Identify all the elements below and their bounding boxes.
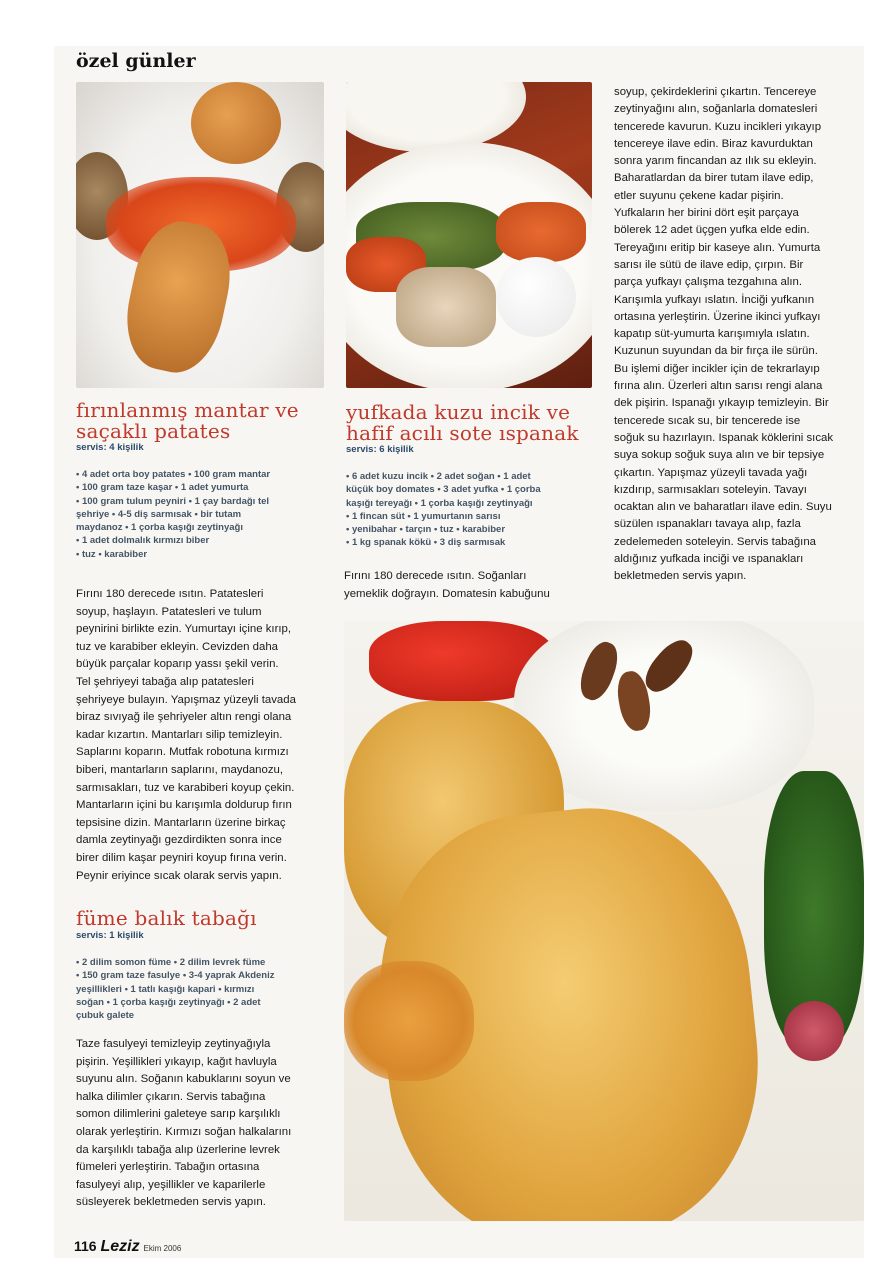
text-line: Taze fasulyeyi temizleyip zeytinyağıyla xyxy=(76,1038,271,1050)
text-line: biraz sıvıyağ ile şehriyeler altın rengi olana xyxy=(76,711,292,724)
text-line: süsleyerek bekletmeden servis yapın. xyxy=(76,1196,266,1209)
page-number: 116 xyxy=(74,1238,97,1254)
text-line: suyunu alın. Soğanın kabuklarını soyun ve xyxy=(76,1073,291,1086)
ingredient-line: soğan • 1 çorba kaşığı zeytinyağı • 2 adet xyxy=(76,996,261,1008)
text-line: soğuk su hazırlayın. Ispanak köklerini sıcak xyxy=(614,431,834,444)
lamb-shank-closeup-photo xyxy=(344,621,864,1221)
text-line: yemeklik doğrayın. Domatesin kabuğunu xyxy=(344,587,550,600)
recipe-title-smoked-fish xyxy=(76,908,257,929)
ingredient-line: • yenibahar • tarçın • tuz • karabiber xyxy=(346,524,506,536)
ingredient-line: maydanoz • 1 çorba kaşığı zeytinyağı xyxy=(76,522,243,534)
text-line: Bu işlemi diğer incikler için de tekrarlayıp xyxy=(614,362,820,375)
serving-size: servis: 6 kişilik xyxy=(346,444,414,455)
recipe-instructions xyxy=(344,568,594,603)
section-title: özel günler xyxy=(76,50,196,72)
text-line: pişirin. Yeşillikleri yıkayıp, kağıt havluyla xyxy=(76,1055,277,1068)
text-line: kızdırıp, sarmısakları soteleyin. Tavayı xyxy=(614,483,807,496)
serving-size: servis: 4 kişilik xyxy=(76,442,144,453)
text-line: sarısı ile sütü de ilave edip, çırpın. Bir xyxy=(614,258,804,271)
text-line: Peynir eriyince sıcak olarak servis yapın. xyxy=(76,869,282,882)
lamb-shank-photo xyxy=(346,82,592,388)
text-line: Karışımla yufkayı ıslatın. İnciği yufkanın xyxy=(614,293,815,306)
text-line: Mantarların içini bu karışımla doldurup fırın xyxy=(76,799,292,812)
text-line: aldığınız yufkada inciği ve ıspanakları xyxy=(614,553,804,566)
text-line: fırına alın. Üzerleri altın sarısı rengi alana xyxy=(614,380,823,393)
ingredient-line: • 1 kg spanak kökü • 3 diş sarmısak xyxy=(346,537,506,549)
text-line: Fırını 180 derecede ısıtın. Soğanları xyxy=(344,570,527,582)
ingredient-list xyxy=(76,956,324,1022)
recipe-instructions xyxy=(76,1036,336,1212)
ingredient-list xyxy=(346,470,594,550)
ingredient-line: şehriye • 4-5 diş sarmısak • bir tutam xyxy=(76,508,242,520)
text-line: biberi, mantarların saplarını, maydanozu, xyxy=(76,763,284,776)
magazine-brand: Leziz xyxy=(100,1238,140,1255)
issue-date: Ekim 2006 xyxy=(143,1244,182,1253)
text-line: kapatıp süt-yumurta karışımıyla ıslatın. xyxy=(614,328,810,341)
text-line: soyup, çekirdeklerini çıkartın. Tencereye xyxy=(614,86,817,98)
text-line: fümeleri yerleştirin. Tabağın ortasına xyxy=(76,1161,260,1174)
text-line: suya sokup soğuk suya alın ve bir tepsiye xyxy=(614,449,825,462)
text-line: kadar kızartın. Mantarları silip temizleyin. xyxy=(76,728,283,741)
serving-size: servis: 1 kişilik xyxy=(76,930,144,941)
recipe-title-line: yufkada kuzu incik ve xyxy=(346,400,571,424)
recipe-title-mushroom-potato xyxy=(76,400,299,442)
text-line: bölerek 12 adet üçgen yufka elde edin. xyxy=(614,224,810,237)
recipe-instructions-continued xyxy=(614,84,864,586)
ingredient-line: çubuk galete xyxy=(76,1010,135,1022)
text-line: çıkartın. Yapışmaz yüzeyli tavada yağı xyxy=(614,466,808,479)
ingredient-line: • 100 gram taze kaşar • 1 adet yumurta xyxy=(76,482,249,494)
text-line: Fırını 180 derecede ısıtın. Patatesleri xyxy=(76,588,264,600)
ingredient-line: kaşığı tereyağı • 1 çorba kaşığı zeytinyağı xyxy=(346,497,533,509)
ingredient-line: • 1 fincan süt • 1 yumurtanın sarısı xyxy=(346,510,501,522)
text-line: parça yufkayı çalışma tezgahına alın. xyxy=(614,276,803,289)
text-line: ortasına yerleştirin. Üzerine ikinci yufkayı xyxy=(614,310,821,323)
text-line: da karşılıklı tabağa alıp üzerlerine levrek xyxy=(76,1143,280,1156)
text-line: Tereyağını eritip bir kaseye alın. Yumurta xyxy=(614,241,821,254)
ingredient-line: • 1 adet dolmalık kırmızı biber xyxy=(76,535,210,547)
recipe-title-line: saçaklı patates xyxy=(76,419,231,443)
text-line: sarmısakları, tuz ve karabiberi koyup çekin. xyxy=(76,781,295,794)
recipe-title-line: hafif acılı sote ıspanak xyxy=(346,421,579,445)
text-line: olarak yerleştirin. Kırmızı soğan halkalarını xyxy=(76,1125,292,1138)
ingredient-line: • 4 adet orta boy patates • 100 gram mantar xyxy=(76,469,271,480)
text-line: tencerede kavurun. Kuzu incikleri yıkayıp xyxy=(614,120,822,133)
text-line: zedelemeden soteleyin. Servis tabağına xyxy=(614,535,816,548)
text-line: halka dilimler çıkarın. Servis tabağına xyxy=(76,1090,266,1103)
ingredient-line: • 6 adet kuzu incik • 2 adet soğan • 1 adet xyxy=(346,471,531,482)
text-line: zeytinyağını alın, soğanlarla domatesleri xyxy=(614,103,818,116)
text-line: büyük parçalar koparıp yassı şekil verin. xyxy=(76,658,279,671)
ingredient-line: yeşillikleri • 1 tatlı kaşığı kapari • kırmızı xyxy=(76,983,255,995)
text-line: bekletmeden servis yapın. xyxy=(614,570,747,583)
text-line: tuz ve karabiber ekleyin. Cevizden daha xyxy=(76,640,278,653)
text-line: süzülen ıspanakları tavaya alıp, fazla xyxy=(614,518,801,531)
ingredient-list xyxy=(76,468,324,561)
recipe-title-line: füme balık tabağı xyxy=(76,906,257,930)
text-line: Saplarını koparın. Mutfak robotuna kırmızı xyxy=(76,746,289,759)
ingredient-line: • 2 dilim somon füme • 2 dilim levrek füme xyxy=(76,957,266,968)
mushroom-potato-photo xyxy=(76,82,324,388)
text-line: tepsisine dizin. Mantarların üzerine birkaç xyxy=(76,816,286,829)
text-line: şehriyeye bulayın. Yapışmaz yüzeyli tavada xyxy=(76,693,296,706)
page-footer xyxy=(74,1238,181,1256)
ingredient-line: küçük boy domates • 3 adet yufka • 1 çorba xyxy=(346,484,541,496)
text-line: somon dilimlerini galeteye sarıp karşılıklı xyxy=(76,1108,281,1121)
text-line: Baharatlardan da birer tutam ilave edip, xyxy=(614,172,814,185)
recipe-title-line: fırınlanmış mantar ve xyxy=(76,398,299,422)
recipe-title-lamb-shank xyxy=(346,402,579,444)
magazine-page xyxy=(54,46,864,1258)
text-line: Kuzunun suyundan da bir fırça ile sürün. xyxy=(614,345,818,358)
text-line: sonra yarım fincandan az ılık su ekleyin. xyxy=(614,155,817,168)
text-line: dek pişirin. Ispanağı yıkayıp temizleyin. Bir xyxy=(614,397,829,410)
text-line: tencereye ilave edin. Biraz kavurduktan xyxy=(614,137,813,150)
text-line: damla zeytinyağı gezdirdikten sonra ince xyxy=(76,834,282,847)
text-line: birer dilim kaşar peyniri koyup fırına verin. xyxy=(76,851,287,864)
ingredient-line: • 100 gram tulum peyniri • 1 çay bardağı tel xyxy=(76,495,270,507)
ingredient-line: • 150 gram taze fasulye • 3-4 yaprak Akdeniz xyxy=(76,970,275,982)
text-line: tencerede sıcak su, bir tencerede ise xyxy=(614,414,801,427)
text-line: Tel şehriyeyi tabağa alıp patatesleri xyxy=(76,675,254,688)
text-line: fasulyeyi alıp, yeşillikler ve kaparilerle xyxy=(76,1178,266,1191)
recipe-instructions xyxy=(76,586,336,885)
text-line: ocaktan alın ve baharatları ilave edin. Suyu xyxy=(614,501,832,514)
text-line: peynirini birlikte ezin. Yumurtayı içine kırıp, xyxy=(76,623,292,636)
text-line: Yufkaların her birini dört eşit parçaya xyxy=(614,207,799,220)
text-line: soyup, haşlayın. Patatesleri ve tulum xyxy=(76,605,262,618)
text-line: etler suyunu çekene kadar pişirin. xyxy=(614,189,784,202)
ingredient-line: • tuz • karabiber xyxy=(76,548,148,560)
